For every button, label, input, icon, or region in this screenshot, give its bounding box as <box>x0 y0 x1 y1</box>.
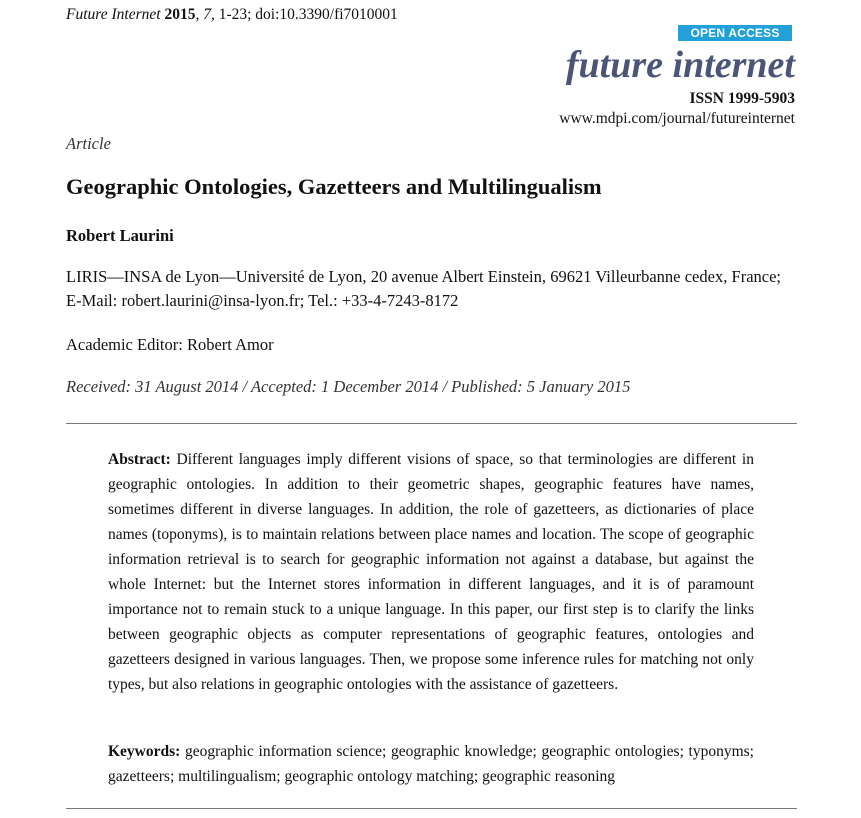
article-type: Article <box>66 134 111 153</box>
citation-journal: Future Internet <box>66 6 161 23</box>
citation-volume: 7 <box>203 6 211 23</box>
citation-line: Future Internet 2015, 7, 1-23; doi:10.3390/fi7010001 <box>66 6 398 23</box>
keywords-text: geographic information science; geographic knowledge; geographic ontologies; typonyms; gazetteers; multilingualism; geographic ontology matching; geographic reasoning <box>108 743 754 785</box>
keywords-block <box>108 739 754 789</box>
journal-name: future internet <box>565 44 795 86</box>
citation-year: 2015 <box>164 6 196 23</box>
article-author: Robert Laurini <box>66 226 174 245</box>
abstract-label: Abstract: <box>108 451 171 468</box>
keywords-label: Keywords: <box>108 743 181 760</box>
academic-editor: Academic Editor: Robert Amor <box>66 335 274 354</box>
open-access-badge: OPEN ACCESS <box>678 25 792 41</box>
abstract-block <box>108 447 754 697</box>
publication-dates: Received: 31 August 2014 / Accepted: 1 December 2014 / Published: 5 January 2015 <box>66 377 631 396</box>
bottom-divider <box>66 808 797 809</box>
abstract-text: Different languages imply different visions of space, so that terminologies are different in geographic ontologies. In addition to their geometric shapes, geographic features have names, sometimes different in diverse languages. In addition, the role of gazetteers, as dictionaries of place names (toponyms), is to maintain relations between place names and location. The scope of geographic information retrieval is to search for geographic information not against a database, but against the whole Internet: but the Internet stores information in different languages, and it is of paramount importance not to remain stuck to a unique language. In this paper, our first step is to clarify the links between geographic objects as computer representations of geographic features, ontologies and gazetteers designed in various languages. Then, we propose some inference rules for matching not only types, but also relations in geographic ontologies with the assistance of gazetteers. <box>108 451 754 693</box>
citation-pages-doi: , 1-23; doi:10.3390/fi7010001 <box>210 6 398 23</box>
author-affiliation: LIRIS—INSA de Lyon—Université de Lyon, 20 avenue Albert Einstein, 69621 Villeurbanne cedex, France; E-Mail: robert.laurini@insa-lyon.fr; Tel.: +33-4-7243-8172 <box>66 267 781 310</box>
article-title: Geographic Ontologies, Gazetteers and Multilingualism <box>66 174 602 199</box>
top-divider <box>66 423 797 424</box>
journal-url[interactable]: www.mdpi.com/journal/futureinternet <box>559 110 795 127</box>
journal-issn: ISSN 1999-5903 <box>689 90 795 107</box>
